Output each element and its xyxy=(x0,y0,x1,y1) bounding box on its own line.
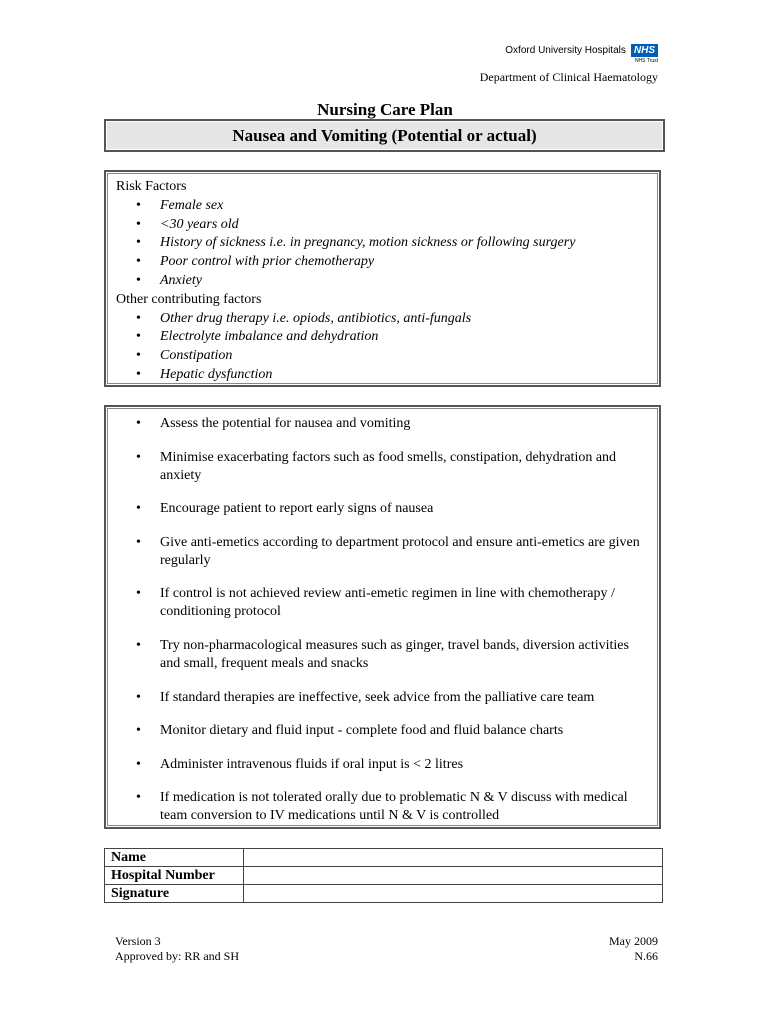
organization-name: Oxford University Hospitals xyxy=(505,45,626,56)
page-title: Nursing Care Plan xyxy=(317,100,453,119)
list-item: • Constipation xyxy=(116,347,649,366)
list-item: • Electrolyte imbalance and dehydration xyxy=(116,328,649,347)
risk-factors-heading: Risk Factors xyxy=(116,179,187,194)
list-item: • Encourage patient to report early signs of nausea xyxy=(116,500,649,518)
page-subtitle: Nausea and Vomiting (Potential or actual) xyxy=(104,119,665,152)
list-item: • If medication is not tolerated orally due to problematic N & V discuss with medical team conversion to IV medications until N & V is controlled xyxy=(116,789,649,825)
hospital-number-field[interactable] xyxy=(244,867,663,885)
trust-label: NHS Trust xyxy=(634,58,658,64)
table-row xyxy=(105,867,663,885)
list-item: • Female sex xyxy=(116,197,649,216)
name-label: Name xyxy=(105,849,244,867)
care-actions-box xyxy=(104,405,661,829)
footer-left xyxy=(115,934,239,964)
nhs-logo: NHS xyxy=(631,44,658,57)
risk-factors-box xyxy=(104,170,661,387)
list-item: • Minimise exacerbating factors such as food smells, constipation, dehydration and anxiety xyxy=(116,449,649,485)
other-factors-list xyxy=(116,310,649,385)
header xyxy=(480,44,658,85)
organization-line xyxy=(480,44,658,57)
list-item: • Try non-pharmacological measures such as ginger, travel bands, diversion activities and small, frequent meals and snacks xyxy=(116,637,649,673)
version-text: Version 3 xyxy=(115,934,161,948)
document-code: N.66 xyxy=(634,949,658,963)
list-item: • Poor control with prior chemotherapy xyxy=(116,253,649,272)
risk-factors-list xyxy=(116,197,649,291)
signature-table xyxy=(104,848,663,903)
care-actions-list xyxy=(116,415,649,825)
signature-label: Signature xyxy=(105,885,244,903)
list-item: • Other drug therapy i.e. opiods, antibiotics, anti-fungals xyxy=(116,310,649,329)
list-item: • History of sickness i.e. in pregnancy, motion sickness or following surgery xyxy=(116,234,649,253)
date-text: May 2009 xyxy=(609,934,658,948)
list-item: • If control is not achieved review anti-emetic regimen in line with chemotherapy / conditioning protocol xyxy=(116,585,649,621)
list-item: • If standard therapies are ineffective, seek advice from the palliative care team xyxy=(116,689,649,707)
table-row xyxy=(105,885,663,903)
list-item: • Monitor dietary and fluid input - complete food and fluid balance charts xyxy=(116,722,649,740)
name-field[interactable] xyxy=(244,849,663,867)
signature-field[interactable] xyxy=(244,885,663,903)
table-row xyxy=(105,849,663,867)
list-item: • Give anti-emetics according to department protocol and ensure anti-emetics are given regularly xyxy=(116,534,649,570)
list-item: • Hepatic dysfunction xyxy=(116,366,649,385)
list-item: • Assess the potential for nausea and vomiting xyxy=(116,415,649,433)
department-name: Department of Clinical Haematology xyxy=(479,70,658,84)
approved-text: Approved by: RR and SH xyxy=(115,949,239,963)
list-item: • <30 years old xyxy=(116,216,649,235)
footer-right xyxy=(609,934,658,964)
hospital-number-label: Hospital Number xyxy=(105,867,244,885)
other-factors-heading: Other contributing factors xyxy=(116,291,262,307)
list-item: • Anxiety xyxy=(116,272,649,291)
list-item: • Administer intravenous fluids if oral input is < 2 litres xyxy=(116,756,649,774)
